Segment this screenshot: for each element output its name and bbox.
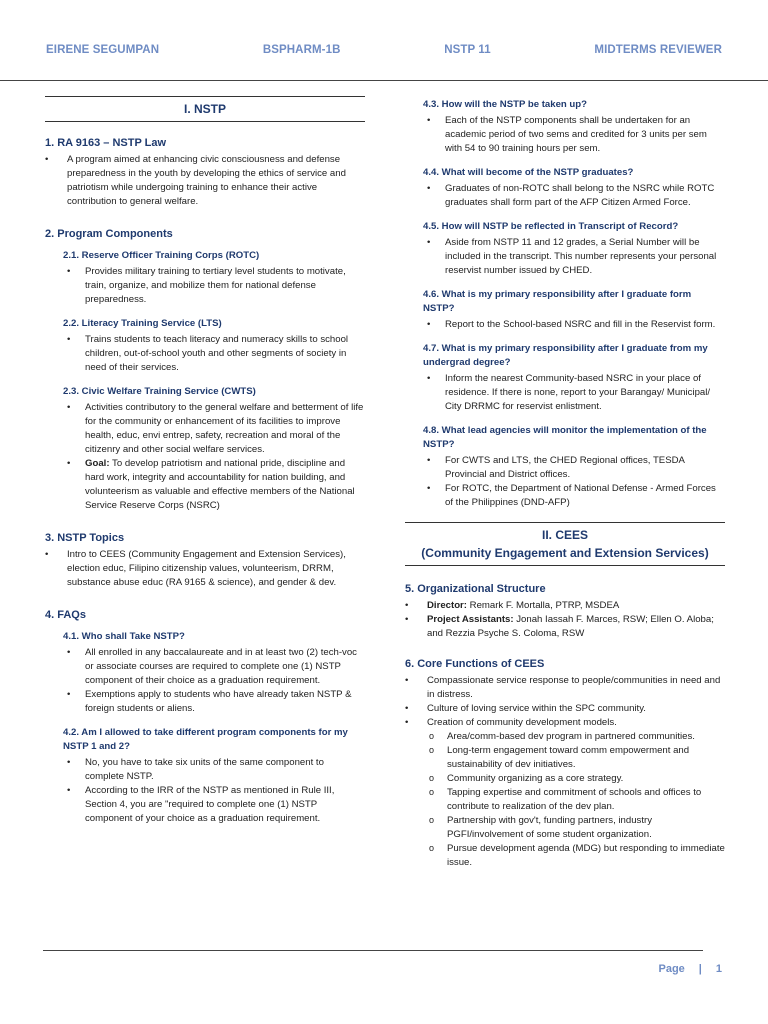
list-item: o Long-term engagement toward comm empowerment and sustainability of dev initiatives.: [427, 744, 725, 772]
list-org-structure: [405, 599, 725, 641]
list-faq-3: [423, 114, 725, 156]
list-item: • Graduates of non-ROTC shall belong to the NSRC while ROTC graduates shall form part of the AFP Citizen Armed Force.: [423, 182, 725, 210]
list-item-assistants: [405, 613, 725, 641]
assistants-label: Project Assistants:: [427, 614, 514, 625]
list-faq-6: [423, 318, 725, 332]
heading-faqs: 4. FAQs: [45, 609, 86, 621]
goal-label: Goal:: [85, 458, 110, 469]
list-cwts: [63, 401, 365, 513]
subject-code: NSTP 11: [444, 44, 491, 56]
heading-core-functions: 6. Core Functions of CEES: [405, 658, 545, 670]
heading-ra-9163: 1. RA 9163 – NSTP Law: [45, 137, 167, 149]
list-item: • All enrolled in any baccalaureate and in at least two (2) tech-voc or associate courses are required to complete one (1) NSTP component of their choice as a graduation requirement.: [63, 646, 365, 688]
list-faq-8: [423, 454, 725, 510]
list-item-director: [405, 599, 725, 613]
course-code: BSPHARM-1B: [262, 44, 341, 56]
list-faq-7: [423, 372, 725, 414]
list-lts: [63, 333, 365, 375]
list-item: • For CWTS and LTS, the CHED Regional offices, TESDA Provincial and District offices.: [423, 454, 725, 482]
list-faq-4: [423, 182, 725, 210]
heading-faq-4: 4.4. What will become of the NSTP graduates?: [423, 167, 634, 178]
list-item: o Area/comm-based dev program in partnered communities.: [427, 730, 725, 744]
section-title-nstp: I. NSTP: [45, 96, 365, 122]
list-item: • A program aimed at enhancing civic consciousness and defense preparedness in the youth by developing the ethics of service and patriotism while undergoing training to enhance their active contribution to general welfare.: [45, 153, 365, 209]
section-title-cees: [405, 522, 725, 566]
list-item: • Culture of loving service within the SPC community.: [405, 702, 725, 716]
list-rotc: [63, 265, 365, 307]
heading-lts: 2.2. Literacy Training Service (LTS): [63, 318, 222, 329]
list-item: • No, you have to take six units of the same component to complete NSTP.: [63, 756, 365, 784]
heading-program-components: 2. Program Components: [45, 228, 173, 240]
list-item: o Pursue development agenda (MDG) but responding to immediate issue.: [427, 842, 725, 870]
list-item: • For ROTC, the Department of National Defense - Armed Forces of the Philippines (DND-AFP): [423, 482, 725, 510]
author-name: EIRENE SEGUMPAN: [46, 44, 160, 56]
left-column: [45, 96, 365, 826]
section-title-cees-line2: (Community Engagement and Extension Services): [421, 546, 709, 560]
director-text: Remark F. Mortalla, PTRP, MSDEA: [466, 600, 620, 611]
heading-faq-6: 4.6. What is my primary responsibility after I graduate form NSTP?: [423, 289, 692, 314]
list-item: • Activities contributory to the general welfare and betterment of life for the community or enhancement of its facilities to improve health, educ, envi entrep, safety, recreation and moral of the citizenry and other social welfare services.: [63, 401, 365, 457]
heading-faq-1: 4.1. Who shall Take NSTP?: [63, 631, 185, 642]
heading-cwts: 2.3. Civic Welfare Training Service (CWTS): [63, 386, 256, 397]
section-title-cees-line1: II. CEES: [541, 528, 588, 542]
page-header: [46, 44, 722, 62]
page-label: Page: [658, 963, 685, 975]
assistants-text: Jonah Iassah F. Marces, RSW; Ellen O. Aloba; and Rezzia Psyche S. Coloma, RSW: [427, 614, 714, 639]
list-nstp-topics: [45, 548, 365, 590]
page-separator: |: [698, 963, 702, 975]
goal-text: To develop patriotism and national pride, discipline and hard work, integrity and accountability for nation building, and volunteerism as valuable and effective members of the National Service Reserve Corps (NSRC): [85, 458, 355, 511]
document-title: MIDTERMS REVIEWER: [594, 44, 722, 56]
list-item: o Community organizing as a core strategy.: [427, 772, 725, 786]
heading-faq-5: 4.5. How will NSTP be reflected in Transcript of Record?: [423, 221, 679, 232]
list-item: • Trains students to teach literacy and numeracy skills to school children, out-of-school youth and other segments of society in need of their services.: [63, 333, 365, 375]
list-item: • According to the IRR of the NSTP as mentioned in Rule III, Section 4, you are "required to complete one (1) NSTP component of your choice as a graduation requirement.: [63, 784, 365, 826]
list-item: • Report to the School-based NSRC and fill in the Reservist form.: [423, 318, 725, 332]
heading-faq-3: 4.3. How will the NSTP be taken up?: [423, 99, 588, 110]
list-item: • Exemptions apply to students who have already taken NSTP & foreign students or aliens.: [63, 688, 365, 716]
list-faq-2: [63, 756, 365, 826]
list-item: • Aside from NSTP 11 and 12 grades, a Serial Number will be included in the transcript. This number represents your personal reservist number issued by CHED.: [423, 236, 725, 278]
list-item: • Each of the NSTP components shall be undertaken for an academic period of two sems and credited for 3 units per sem with 54 to 90 training hours per sem.: [423, 114, 725, 156]
list-ra-9163: [45, 153, 365, 209]
list-item: • Creation of community development models.: [405, 716, 725, 730]
list-item: • Intro to CEES (Community Engagement and Extension Services), election educ, Filipino citizenship values, volunteerism, DRRM, substance abuse educ (RA 9165 & science), and gender & dev.: [45, 548, 365, 590]
list-item: o Partnership with gov't, funding partners, industry PGFI/involvement of some student organization.: [427, 814, 725, 842]
list-item-goal: [63, 457, 365, 513]
heading-faq-8: 4.8. What lead agencies will monitor the implementation of the NSTP?: [423, 425, 707, 450]
heading-rotc: 2.1. Reserve Officer Training Corps (ROTC): [63, 250, 260, 261]
heading-faq-7: 4.7. What is my primary responsibility after I graduate from my undergrad degree?: [423, 343, 708, 368]
list-faq-1: [63, 646, 365, 716]
list-faq-5: [423, 236, 725, 278]
heading-nstp-topics: 3. NSTP Topics: [45, 532, 125, 544]
heading-org-structure: 5. Organizational Structure: [405, 583, 546, 595]
list-core-functions-sub: [427, 730, 725, 870]
list-item: o Tapping expertise and commitment of schools and offices to contribute to realization of the dev plan.: [427, 786, 725, 814]
footer-divider: [43, 950, 703, 951]
page-footer: [659, 963, 723, 975]
header-divider: [0, 80, 768, 81]
heading-faq-2: 4.2. Am I allowed to take different program components for my NSTP 1 and 2?: [63, 727, 348, 752]
list-item: • Inform the nearest Community-based NSRC in your place of residence. If there is none, report to your Barangay/ Municipal/ City DRRMC for reservist enlistment.: [423, 372, 725, 414]
list-core-functions: [405, 674, 725, 730]
right-column: [405, 98, 725, 870]
page-number: 1: [715, 963, 722, 975]
director-label: Director:: [427, 600, 467, 611]
list-item: • Compassionate service response to people/communities in need and in distress.: [405, 674, 725, 702]
list-item: • Provides military training to tertiary level students to motivate, train, organize, and mobilize them for national defense preparedness.: [63, 265, 365, 307]
